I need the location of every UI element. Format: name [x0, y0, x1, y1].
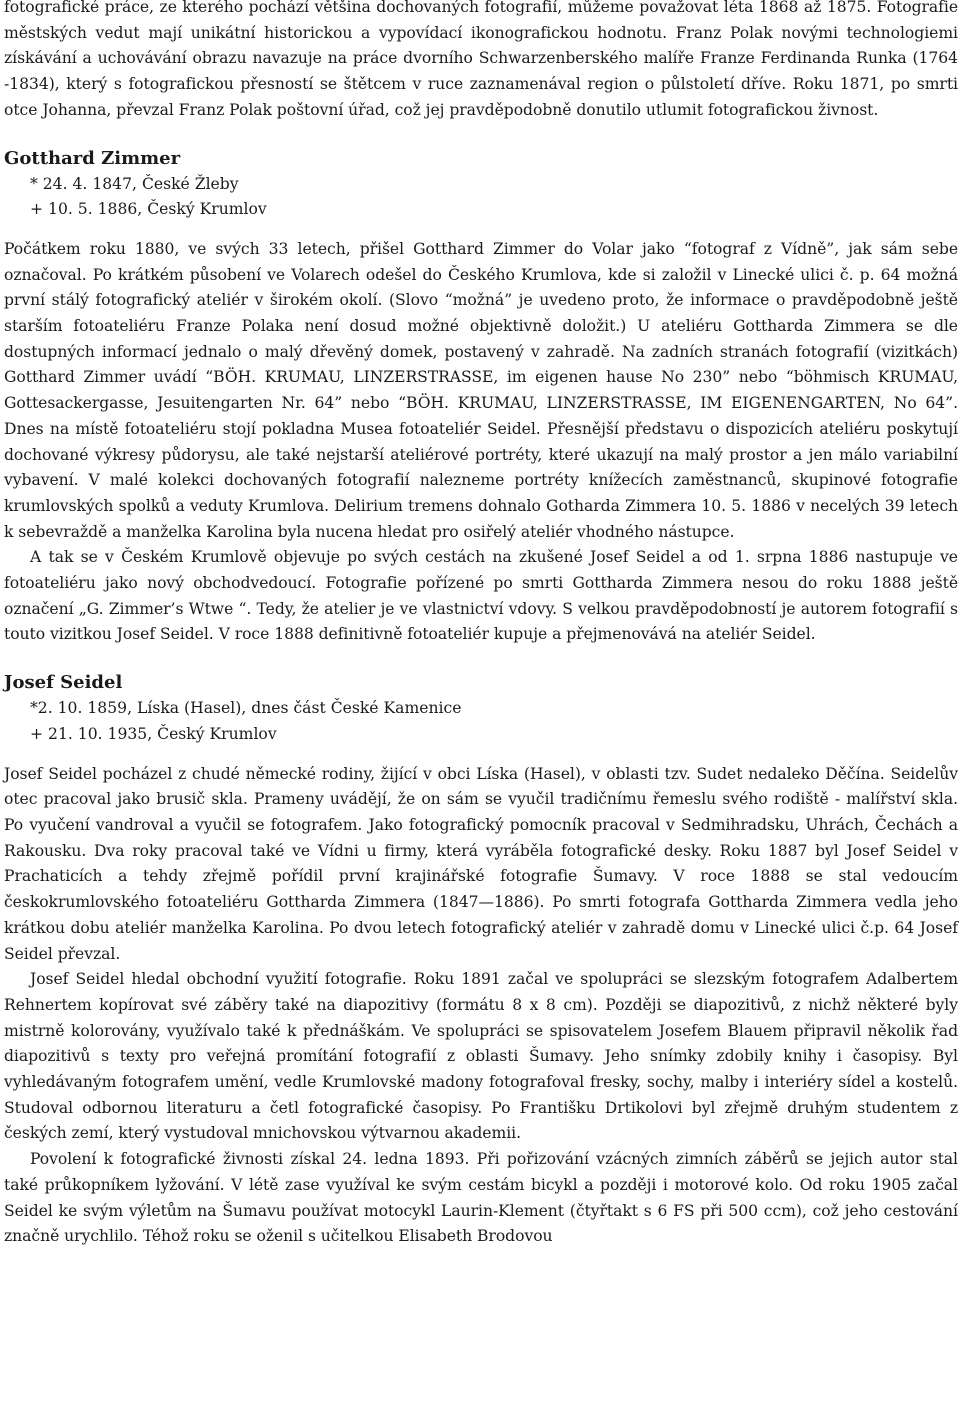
- seidel-paragraph-1: Josef Seidel pocházel z chudé německé rodiny, žijící v obci Líska (Hasel), v oblasti tzv. Sudet nedaleko Děčína. Seidelův otec pracoval jako brusič skla. Prameny uvádějí, že on sám se vyučil tradičnímu řemeslu svého rodiště - malířství skla. Po vyučení vandroval a vyučil se fotografem. Jako fotografický pomocník pracoval v Sedmihradsku, Uhrách, Čechách a Rakousku. Dva roky pracoval také ve Vídni u firmy, která vyráběla fotografické desky. Roku 1887 byl Josef Seidel v Prachaticích a tehdy zřejmě pořídil první krajinářské fotografie Šumavy. V roce 1888 se stal vedoucím českokrumlovského fotoateliéru Gottharda Zimmera (1847—1886). Po smrti fotografa Gottharda Zimmera vedla jeho krátkou dobu ateliér manželka Karolina. Po dvou letech fotografický ateliér v zahradě domu v Linecké ulici č.p. 64 Josef Seidel převzal.: [4, 764, 958, 963]
- seidel-death: + 21. 10. 1935, Český Krumlov: [30, 724, 277, 743]
- zimmer-section: [4, 146, 958, 649]
- zimmer-dates: [4, 172, 958, 223]
- zimmer-paragraph-2: A tak se v Českém Krumlově objevuje po svých cestách na zkušené Josef Seidel a od 1. srpna 1886 nastupuje ve fotoateliéru jako nový obchodvedoucí. Fotografie pořízené po smrti Gottharda Zimmera nesou do roku 1888 ještě označení „G. Zimmer’s Wtwe “. Tedy, že atelier je ve vlastnictví vdovy. S velkou pravděpodobností je autorem fotografií s touto vizitkou Josef Seidel. V roce 1888 definitivně fotoateliér kupuje a přejmenovává na ateliér Seidel.: [4, 548, 958, 644]
- seidel-birth: *2. 10. 1859, Líska (Hasel), dnes část České Kamenice: [30, 699, 462, 718]
- seidel-section: [4, 670, 958, 1250]
- seidel-paragraph-3: Povolení k fotografické živnosti získal 24. ledna 1893. Při pořizování vzácných zimních záběrů se jejich autor stal také průkopníkem lyžování. V létě zase využíval ke svým cestám bicykl a později i motorové kolo. Od roku 1905 začal Seidel ke svým výletům na Šumavu používat motocykl Laurin-Klement (čtyřtakt s 6 FS při 500 ccm), což jeho cestování značně urychlilo. Téhož roku se oženil s učitelkou Elisabeth Brodovou: [4, 1150, 958, 1246]
- seidel-heading: Josef Seidel: [4, 672, 123, 694]
- seidel-dates: [4, 696, 958, 747]
- intro-paragraph: fotografické práce, ze kterého pochází většina dochovaných fotografií, můžeme považovat léta 1868 až 1875. Fotografie městských vedut mají unikátní historickou a vypovídací ikonografickou hodnotu. Franz Polak novými technologiemi získávání a uchovávání obrazu navazuje na práce dvorního Schwarzenberského malíře Franze Ferdinanda Runka (1764 -1834), který s fotografickou přesností se štětcem v ruce zaznamenával region o půlstoletí dříve. Roku 1871, po smrti otce Johanna, převzal Franz Polak poštovní úřad, což jej pravděpodobně donutilo utlumit fotografickou živnost.: [4, 0, 958, 119]
- document-page: [4, 0, 958, 1250]
- seidel-paragraph-2: Josef Seidel hledal obchodní využití fotografie. Roku 1891 začal ve spolupráci se slezským fotografem Adalbertem Rehnertem kopírovat své záběry také na diapozitivy (formátu 8 x 8 cm). Později se diapozitivů, z nichž některé byly mistrně kolorovány, využívalo také k přednáškám. Ve spolupráci se spisovatelem Josefem Blauem připravil několik řad diapozitivů s texty pro veřejná promítání fotografií z oblasti Šumavy. Jeho snímky zdobily knihy i časopisy. Byl vyhledávaným fotografem umění, vedle Krumlovské madony fotografoval fresky, sochy, malby i interiéry sídel a kostelů. Studoval odbornou literaturu a četl fotografické časopisy. Po Františku Drtikolovi byl zřejmě druhým studentem z českých zemí, který vystudoval mnichovskou výtvarnou akademii.: [4, 970, 958, 1143]
- zimmer-heading: Gotthard Zimmer: [4, 147, 181, 169]
- zimmer-birth: * 24. 4. 1847, České Žleby: [30, 174, 239, 193]
- zimmer-death: + 10. 5. 1886, Český Krumlov: [30, 200, 267, 219]
- zimmer-paragraph-1: Počátkem roku 1880, ve svých 33 letech, přišel Gotthard Zimmer do Volar jako “fotograf z Vídně”, jak sám sebe označoval. Po krátkém působení ve Volarech odešel do Českého Krumlova, kde si založil v Linecké ulici č. p. 64 možná první stálý fotografický ateliér v širokém okolí. (Slovo “možná” je uvedeno proto, že informace o pravděpodobně ještě starším fotoateliéru Franze Polaka není dosud možné objektivně doložit.) U ateliéru Gottharda Zimmera se dle dostupných informací jednalo o malý dřevěný domek, postavený v zahradě. Na zadních stranách fotografií (vizitkách) Gotthard Zimmer uvádí “BÖH. KRUMAU, LINZERSTRASSE, im eigenen hause No 230” nebo “böhmisch KRUMAU, Gottesackergasse, Jesuitengarten Nr. 64” nebo “BÖH. KRUMAU, LINZERSTRASSE, IM EIGENENGARTEN, No 64”. Dnes na místě fotoateliéru stojí pokladna Musea fotoateliér Seidel. Přesnější představu o dispozicích ateliéru poskytují dochované výkresy půdorysu, ale také nejstarší ateliérové portréty, které ukazují na malý prostor a jen málo variabilní vybavení. V malé kolekci dochovaných fotografií nalezneme portréty knížecích zaměstnanců, skupinové fotografie krumlovských spolků a veduty Krumlova. Delirium tremens dohnalo Gotharda Zimmera 10. 5. 1886 v necelých 39 letech k sebevraždě a manželka Karolina byla nucena hledat pro osiřelý ateliér vhodného nástupce.: [4, 239, 958, 541]
